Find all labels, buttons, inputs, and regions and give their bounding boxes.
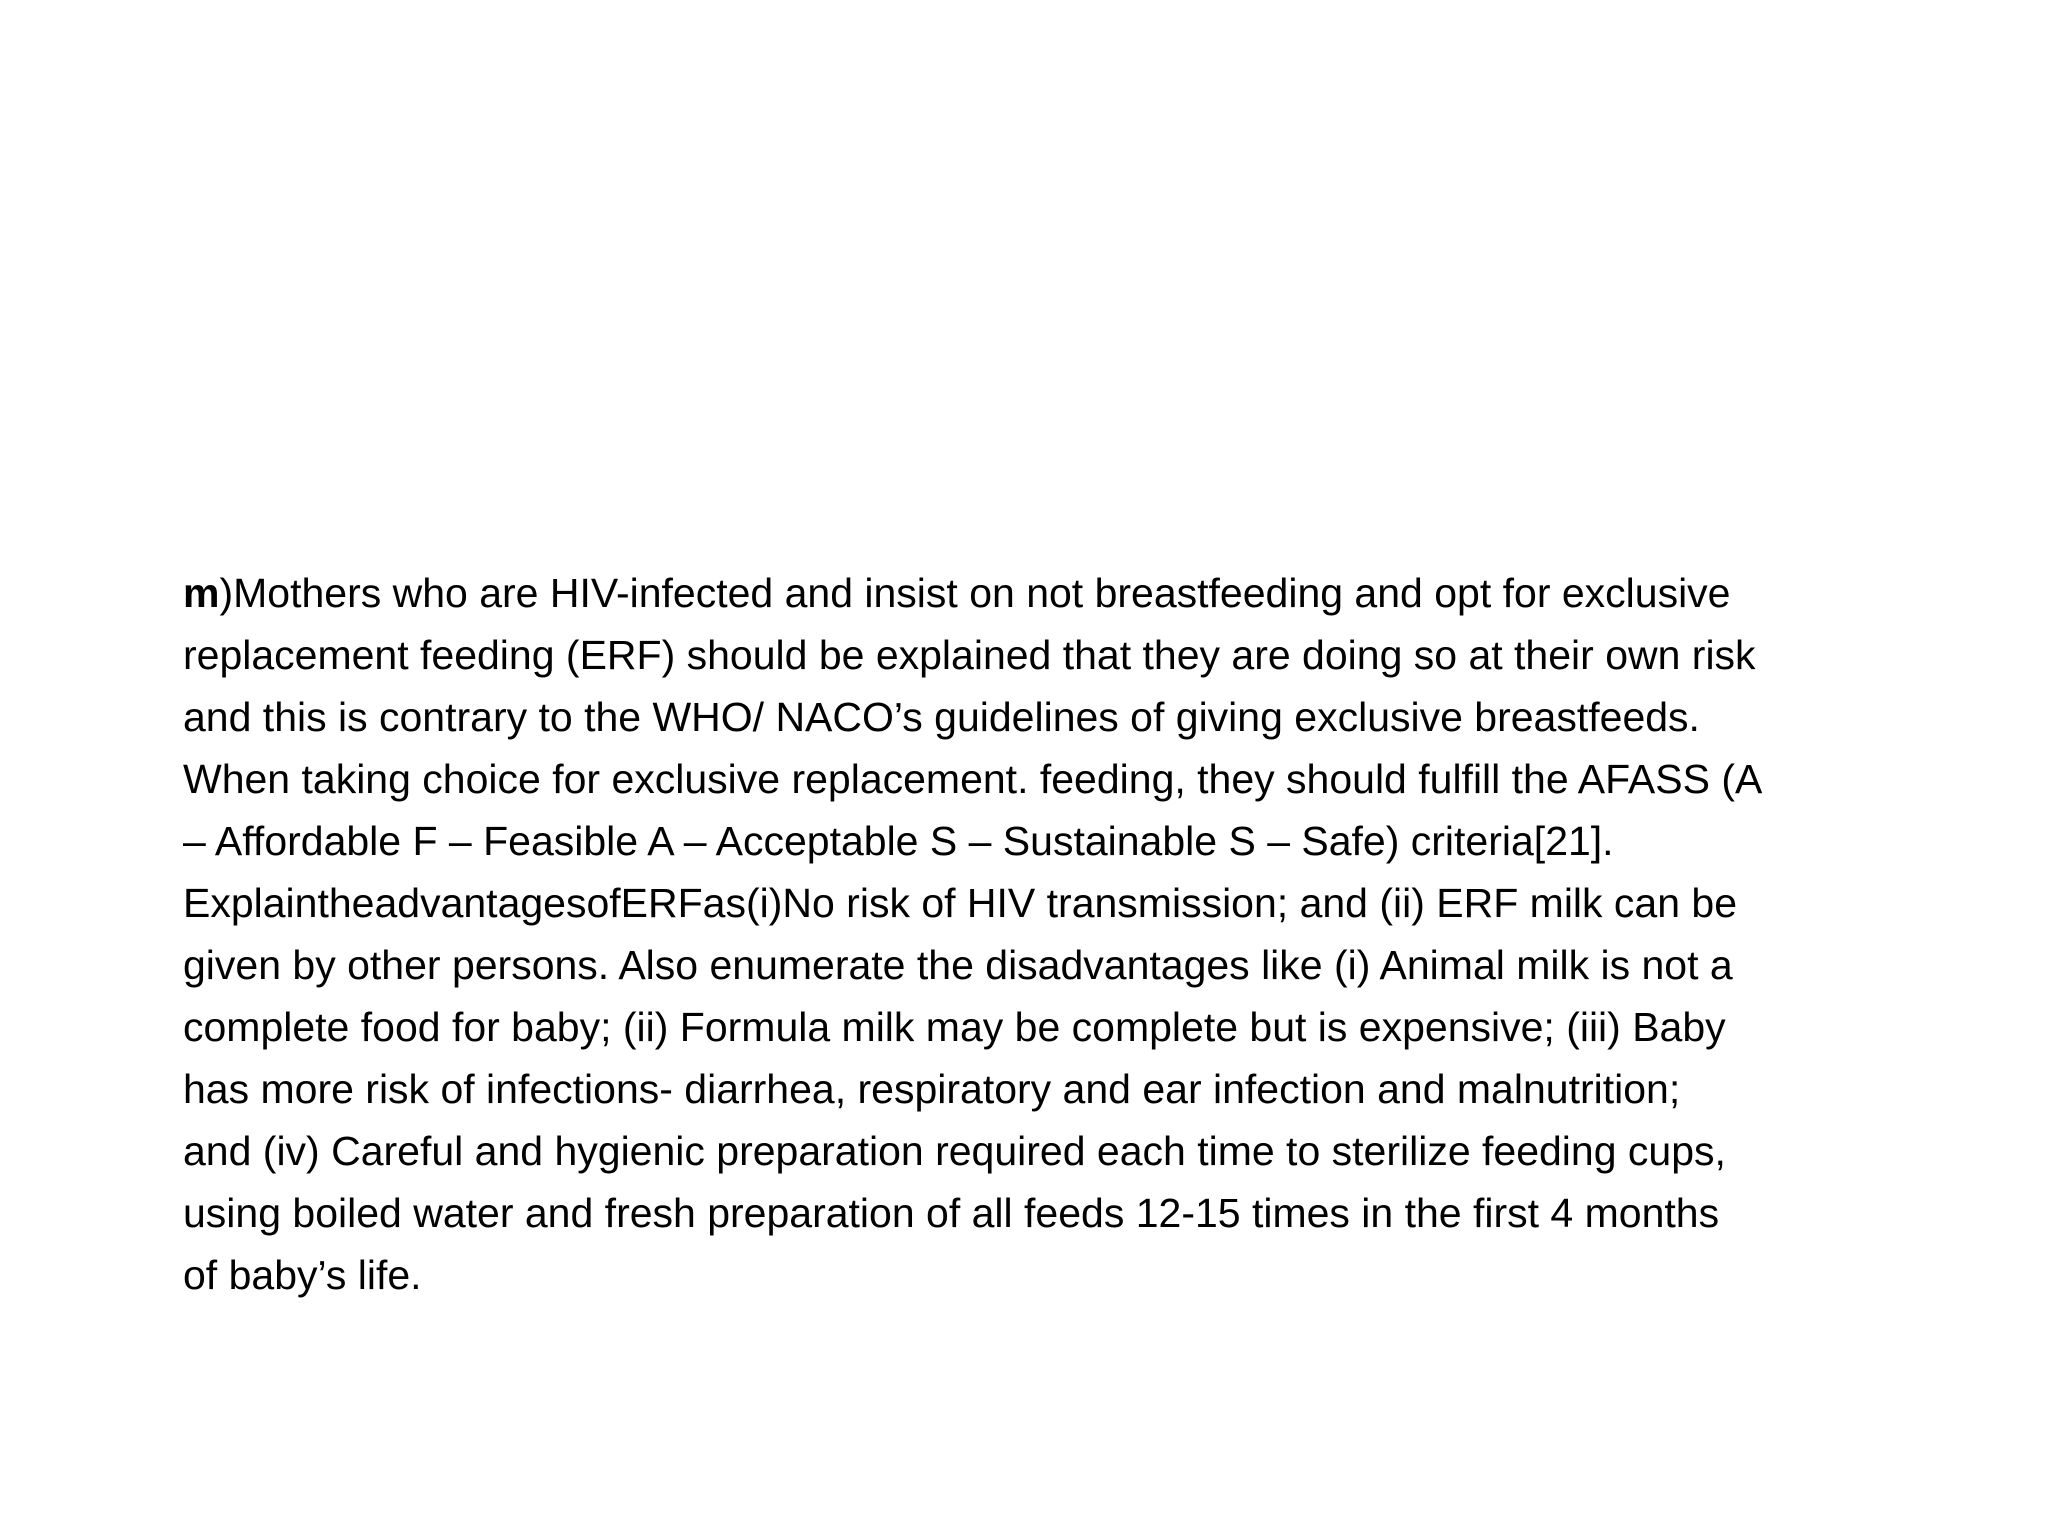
paragraph-line-9: has more risk of infections- diarrhea, respiratory and ear infection and malnutrition; [183, 1066, 1681, 1112]
paragraph-line-4: When taking choice for exclusive replacement. feeding, they should fulfill the AFASS (A [183, 756, 1763, 802]
paragraph-line-11: using boiled water and fresh preparation of all feeds 12-15 times in the first 4 months [183, 1190, 1720, 1236]
paragraph-line-10: and (iv) Careful and hygienic preparation required each time to sterilize feeding cups, [183, 1128, 1726, 1174]
paragraph-line-8: complete food for baby; (ii) Formula milk may be complete but is expensive; (iii) Baby [183, 1004, 1726, 1050]
paragraph-line-7: given by other persons. Also enumerate the disadvantages like (i) Animal milk is not a [183, 942, 1733, 988]
line-text: )Mothers who are HIV-infected and insist on not breastfeeding and opt for exclusive [219, 570, 1731, 616]
body-paragraph [183, 562, 2018, 1306]
paragraph-line-1 [183, 562, 2018, 624]
paragraph-line-12: of baby’s life. [183, 1252, 422, 1298]
paragraph-line-6: ExplaintheadvantagesofERFas(i)No risk of HIV transmission; and (ii) ERF milk can be [183, 880, 1738, 926]
item-marker: m [183, 570, 220, 616]
paragraph-line-5: – Affordable F – Feasible A – Acceptable S – Sustainable S – Safe) criteria[21]. [183, 818, 1614, 864]
paragraph-line-3: and this is contrary to the WHO/ NACO’s guidelines of giving exclusive breastfeeds. [183, 694, 1700, 740]
paragraph-line-2: replacement feeding (ERF) should be explained that they are doing so at their own risk [183, 632, 1756, 678]
